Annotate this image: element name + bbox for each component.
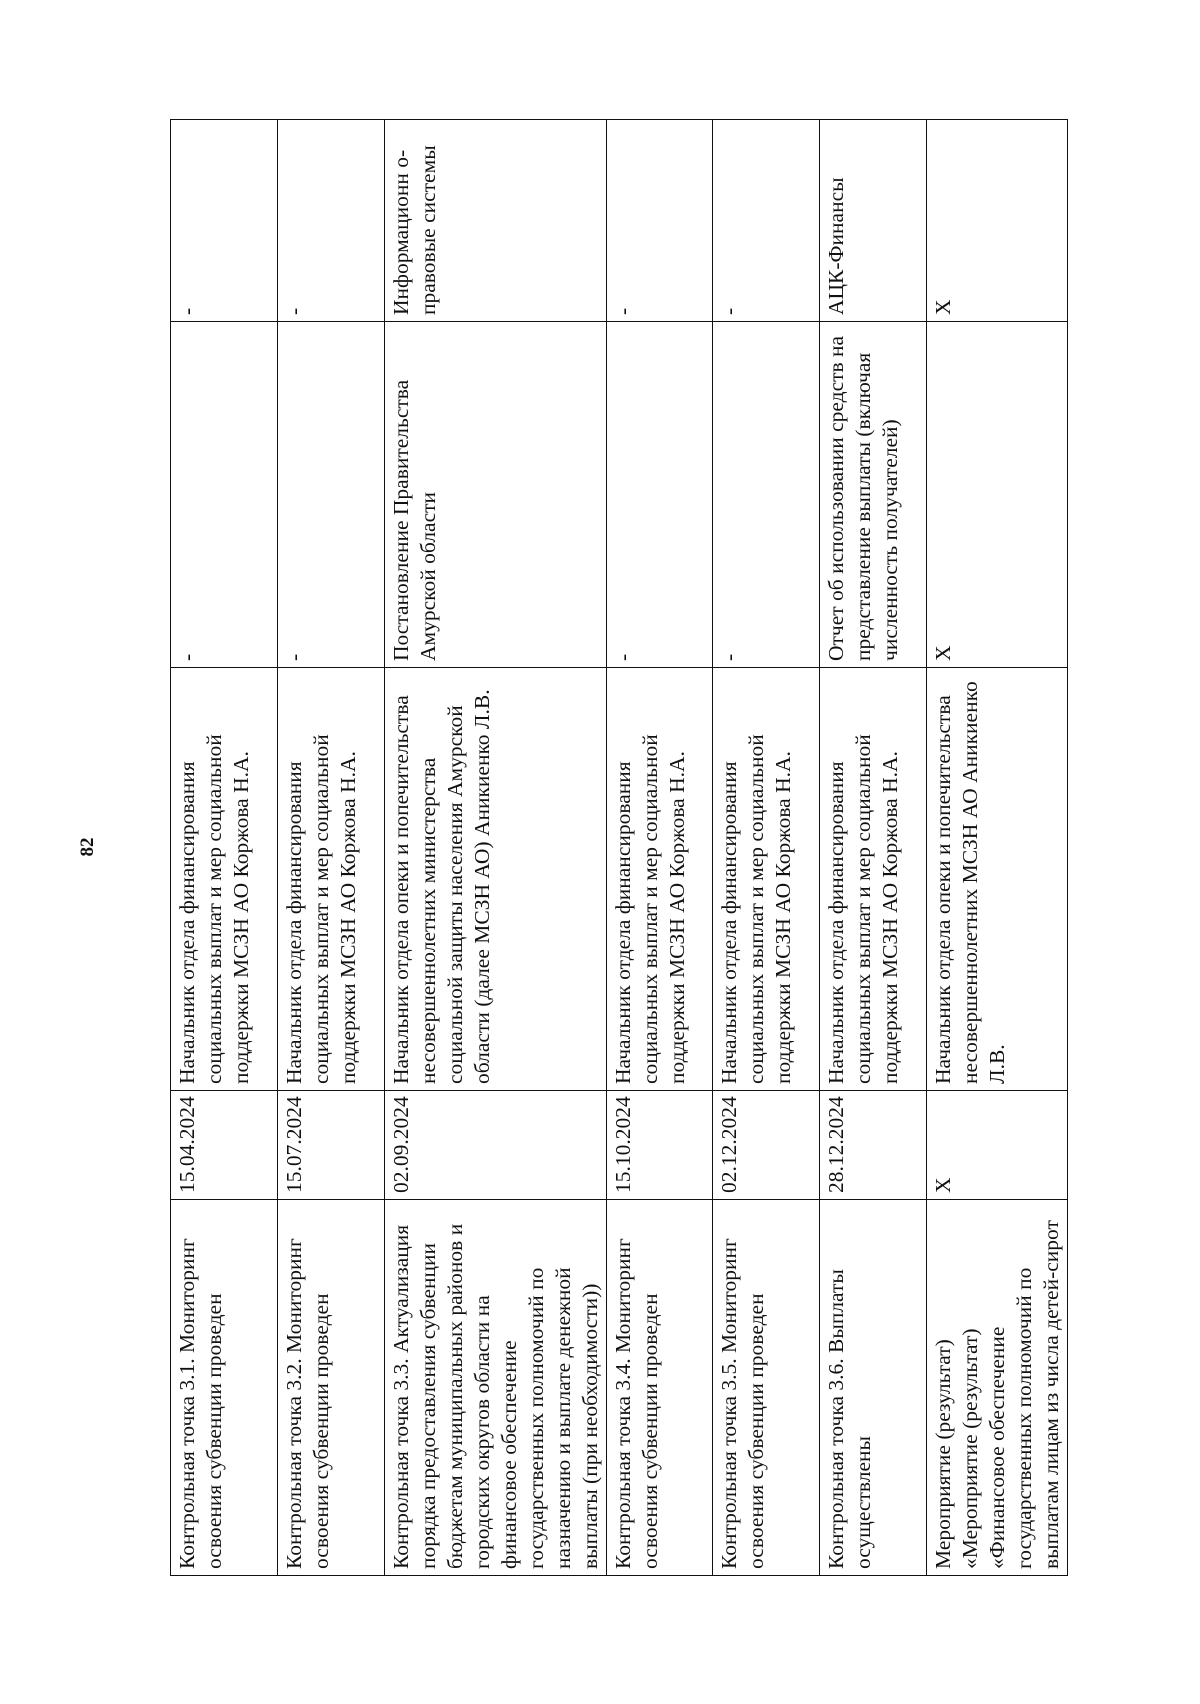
cell-document: - (171, 322, 278, 668)
cell-responsible: Начальник отдела опеки и попечительства несовершеннолетних МСЗН АО Аникиенко Л.В. (927, 668, 1068, 1091)
table-row (927, 120, 1068, 1576)
cell-name: Контрольная точка 3.5. Мониторинг освоения субвенции проведен (713, 1200, 820, 1576)
cell-system: X (927, 120, 1068, 322)
cell-document: Постановление Правительства Амурской области (385, 322, 607, 668)
cell-system: - (607, 120, 713, 322)
cell-name: Мероприятие (результат) «Мероприятие (результат) «Финансовое обеспечение государственных полномочий по выплатам лицам из числа детей-сирот (927, 1200, 1068, 1576)
cell-name: Контрольная точка 3.6. Выплаты осуществлены (820, 1200, 927, 1576)
cell-date: 02.09.2024 (385, 1091, 607, 1200)
cell-responsible: Начальник отдела финансирования социальных выплат и мер социальной поддержки МСЗН АО Коржова Н.А. (607, 668, 713, 1091)
table-row (713, 120, 820, 1576)
cell-date: 15.04.2024 (171, 1091, 278, 1200)
table-row (607, 120, 713, 1576)
cell-responsible: Начальник отдела финансирования социальных выплат и мер социальной поддержки МСЗН АО Коржова Н.А. (278, 668, 385, 1091)
cell-system: - (278, 120, 385, 322)
cell-responsible: Начальник отдела опеки и попечительства несовершеннолетних министерства социальной защиты населения Амурской области (далее МСЗН АО) Аникиенко Л.В. (385, 668, 607, 1091)
cell-date: 28.12.2024 (820, 1091, 927, 1200)
cell-name: Контрольная точка 3.4. Мониторинг освоения субвенции проведен (607, 1200, 713, 1576)
table-wrapper (170, 120, 1063, 1576)
cell-document: - (278, 322, 385, 668)
cell-responsible: Начальник отдела финансирования социальных выплат и мер социальной поддержки МСЗН АО Коржова Н.А. (820, 668, 927, 1091)
cell-document: - (607, 322, 713, 668)
cell-system: Информационн о-правовые системы (385, 120, 607, 322)
cell-name: Контрольная точка 3.2. Мониторинг освоения субвенции проведен (278, 1200, 385, 1576)
cell-document: X (927, 322, 1068, 668)
cell-system: - (713, 120, 820, 322)
table-row (171, 120, 278, 1576)
cell-date: 15.07.2024 (278, 1091, 385, 1200)
cell-document: - (713, 322, 820, 668)
table-row (278, 120, 385, 1576)
page-number: 82 (77, 837, 98, 857)
cell-name: Контрольная точка 3.3. Актуализация порядка предоставления субвенции бюджетам муниципальных районов и городских округов области на финансовое обеспечение государственных полномочий по назначению и выплате денежной выплаты (при необходимости)) (385, 1200, 607, 1576)
control-points-table (170, 119, 1068, 1576)
cell-date: X (927, 1091, 1068, 1200)
cell-document: Отчет об использовании средств на представление выплаты (включая численность получателей) (820, 322, 927, 668)
cell-name: Контрольная точка 3.1. Мониторинг освоения субвенции проведен (171, 1200, 278, 1576)
cell-system: АЦК-Финансы (820, 120, 927, 322)
cell-system: - (171, 120, 278, 322)
cell-responsible: Начальник отдела финансирования социальных выплат и мер социальной поддержки МСЗН АО Коржова Н.А. (171, 668, 278, 1091)
table-row (820, 120, 927, 1576)
cell-date: 02.12.2024 (713, 1091, 820, 1200)
cell-responsible: Начальник отдела финансирования социальных выплат и мер социальной поддержки МСЗН АО Коржова Н.А. (713, 668, 820, 1091)
cell-date: 15.10.2024 (607, 1091, 713, 1200)
table-row (385, 120, 607, 1576)
